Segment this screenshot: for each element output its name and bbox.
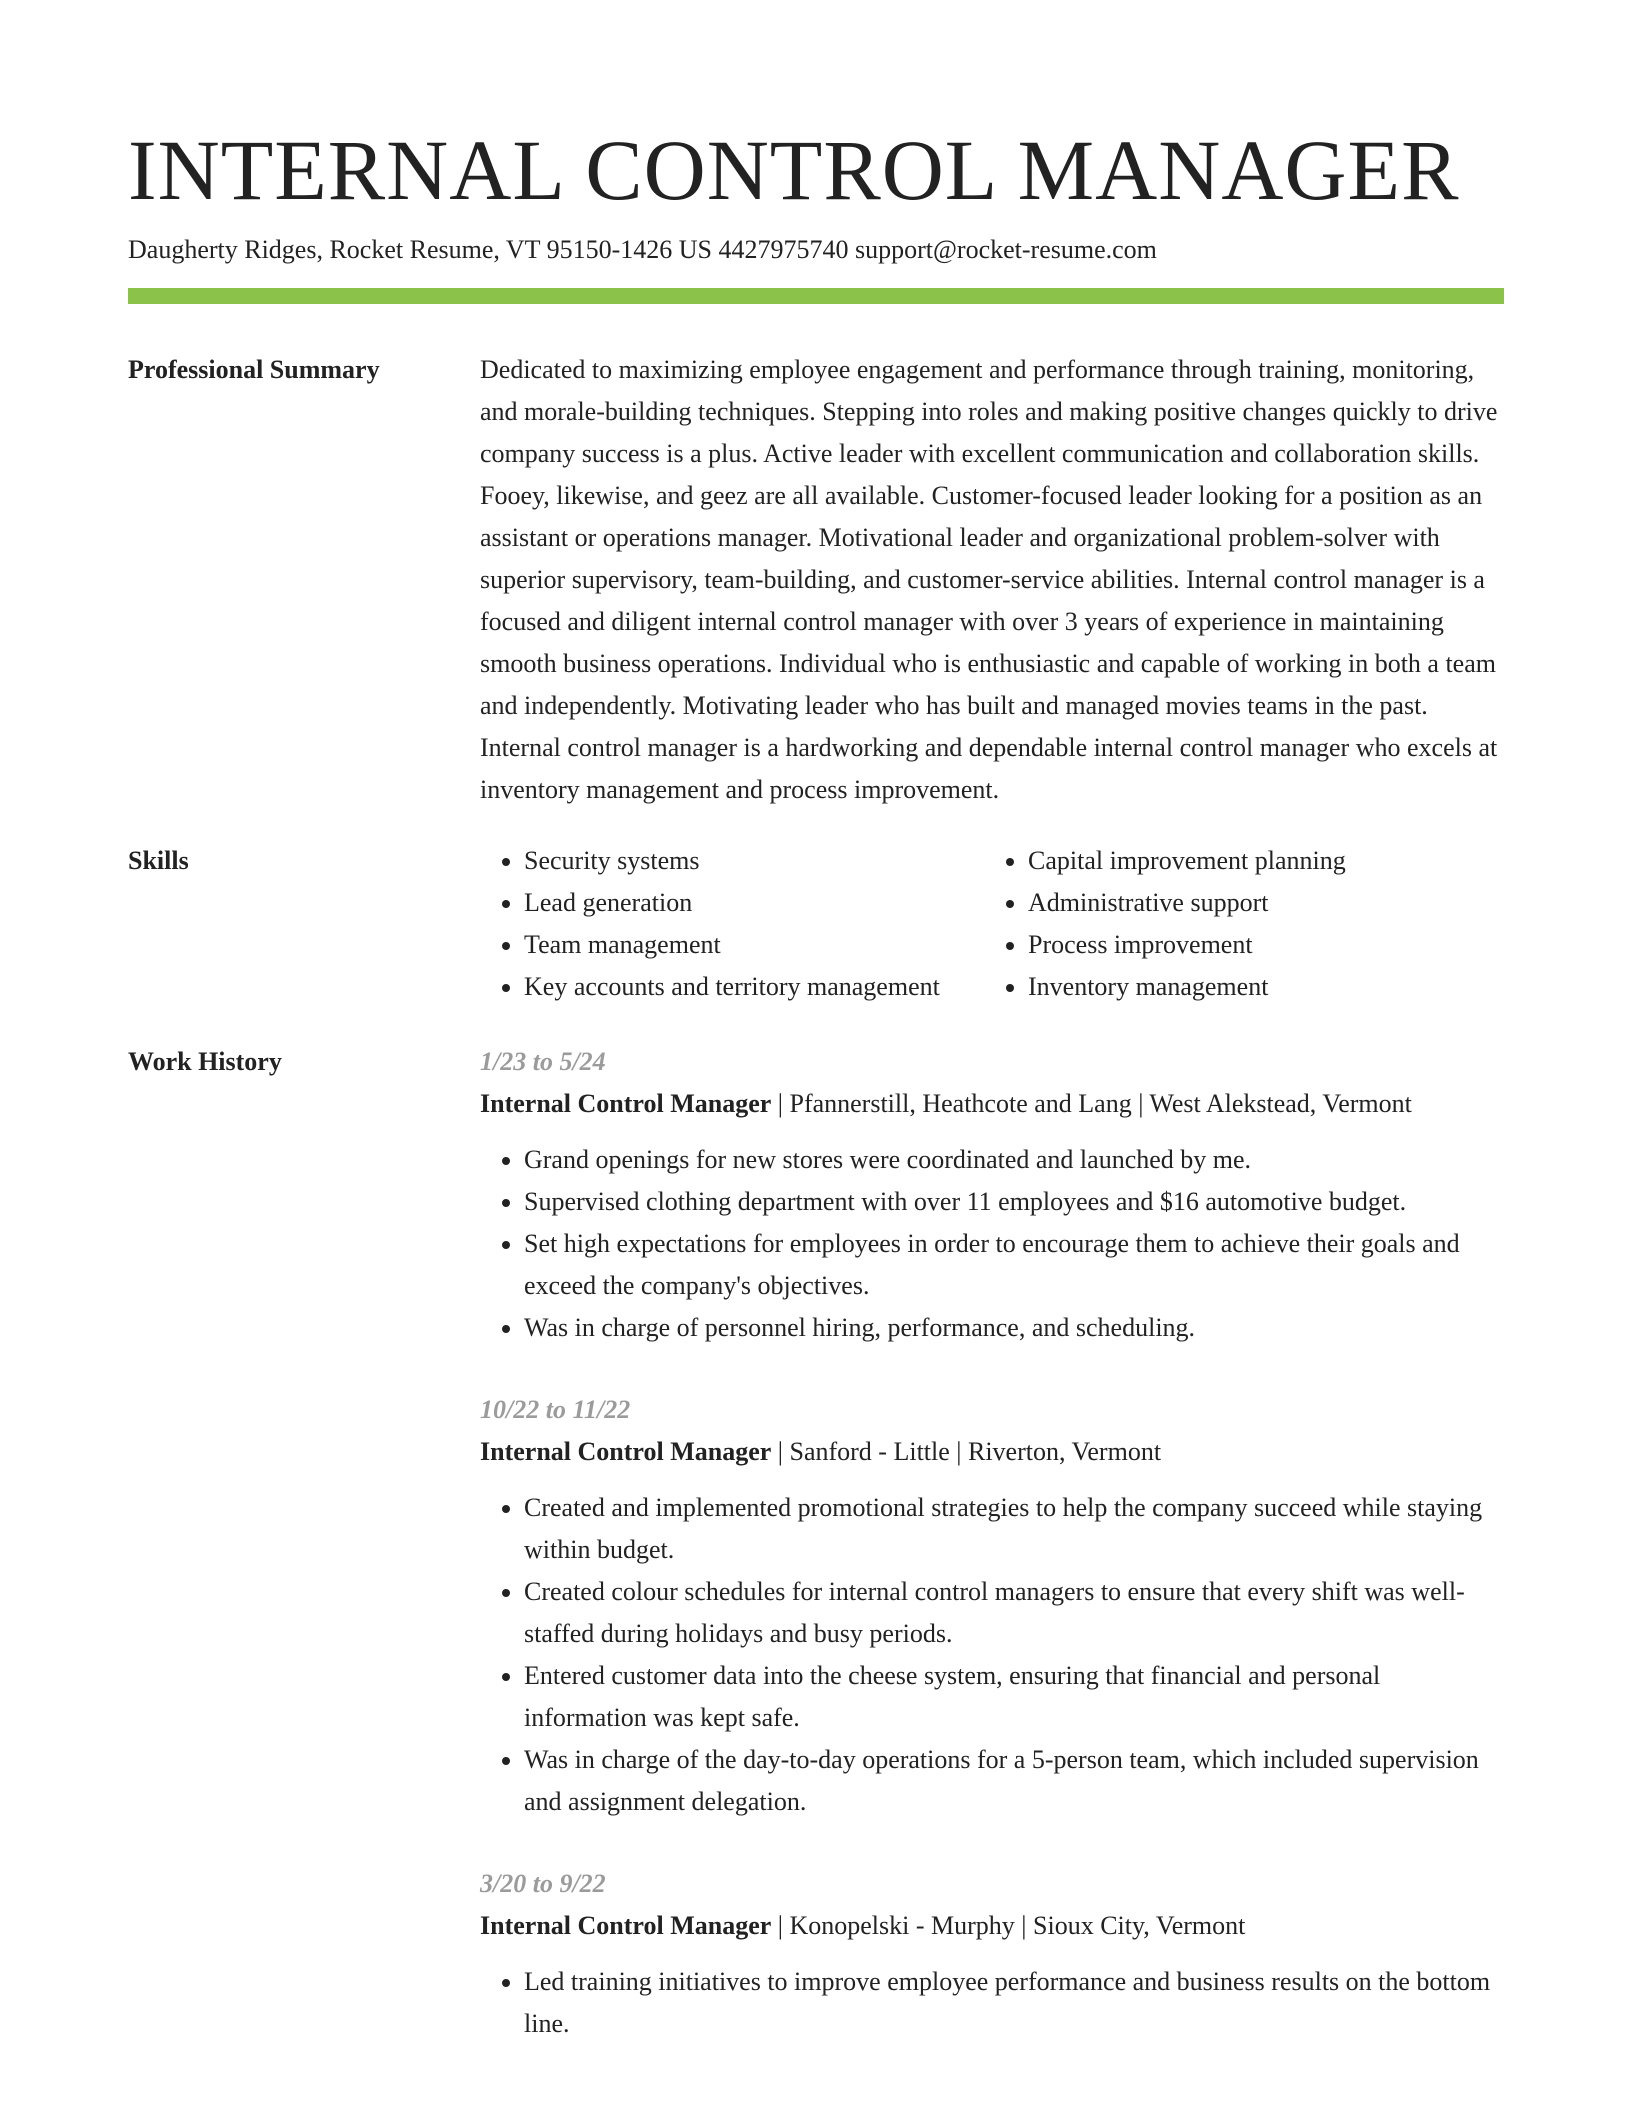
job-bullet: • Created colour schedules for internal control managers to ensure that every shift was well-staffed during holidays and busy periods. — [524, 1571, 1504, 1655]
resume-page — [128, 0, 1504, 2085]
job-bullets — [480, 1139, 1504, 1349]
skill-item: • Process improvement — [1028, 924, 1504, 966]
job-bullet: • Created and implemented promotional strategies to help the company succeed while staying within budget. — [524, 1487, 1504, 1571]
job-entry — [480, 1863, 1504, 2045]
job-dates: 10/22 to 11/22 — [480, 1395, 631, 1424]
section-title-summary: Professional Summary — [128, 355, 380, 384]
accent-divider — [128, 288, 1504, 304]
summary-text: Dedicated to maximizing employee engagement and performance through training, monitoring, and morale-building techniques. Stepping into roles and making positive changes quickly to drive company success is a plus. Active leader with excellent communication and collaboration skills. Fooey, likewise, and geez are all available. Customer-focused leader looking for a position as an assistant or operations manager. Motivational leader and organizational problem-solver with superior supervisory, team-building, and customer-service abilities. Internal control manager is a focused and diligent internal control manager with over 3 years of experience in maintaining smooth business operations. Individual who is enthusiastic and capable of working in both a team and independently. Motivating leader who has built and managed movies teams in the past. Internal control manager is a hardworking and dependable internal control manager who excels at inventory management and process improvement. — [480, 355, 1498, 804]
job-bullet: • Entered customer data into the cheese system, ensuring that financial and personal information was kept safe. — [524, 1655, 1504, 1739]
job-heading — [480, 1905, 1504, 1947]
section-title-work-history: Work History — [128, 1047, 282, 1076]
skills-section — [128, 847, 1504, 1008]
skill-item: • Inventory management — [1028, 966, 1504, 1008]
job-details: | Sanford - Little | Riverton, Vermont — [771, 1437, 1162, 1466]
job-title: Internal Control Manager — [480, 1089, 772, 1118]
skill-item: • Capital improvement planning — [1028, 840, 1504, 882]
job-details: | Konopelski - Murphy | Sioux City, Vermont — [771, 1911, 1246, 1940]
job-dates: 1/23 to 5/24 — [480, 1047, 606, 1076]
job-bullet: • Grand openings for new stores were coordinated and launched by me. — [524, 1139, 1504, 1181]
job-bullet: • Was in charge of the day-to-day operations for a 5-person team, which included supervision and assignment delegation. — [524, 1739, 1504, 1823]
skill-item: • Key accounts and territory management — [524, 966, 984, 1008]
skill-item: • Security systems — [524, 840, 984, 882]
job-entry — [480, 1389, 1504, 1823]
resume-name-heading: INTERNAL CONTROL MANAGER — [128, 122, 1460, 218]
job-heading — [480, 1083, 1504, 1125]
job-dates: 3/20 to 9/22 — [480, 1869, 606, 1898]
section-title-skills: Skills — [128, 846, 189, 875]
job-entry — [480, 1041, 1504, 1349]
skill-item: • Administrative support — [1028, 882, 1504, 924]
job-bullet: • Was in charge of personnel hiring, performance, and scheduling. — [524, 1307, 1504, 1349]
summary-section — [128, 356, 1504, 811]
job-details: | Pfannerstill, Heathcote and Lang | West Alekstead, Vermont — [771, 1089, 1412, 1118]
skill-item: • Team management — [524, 924, 984, 966]
job-bullet: • Supervised clothing department with over 11 employees and $16 automotive budget. — [524, 1181, 1504, 1223]
job-title: Internal Control Manager — [480, 1437, 772, 1466]
job-heading — [480, 1431, 1504, 1473]
job-title: Internal Control Manager — [480, 1911, 772, 1940]
job-bullets — [480, 1961, 1504, 2045]
job-bullet: • Led training initiatives to improve employee performance and business results on the bottom line. — [524, 1961, 1504, 2045]
skills-list-right — [984, 840, 1504, 1008]
contact-line: Daugherty Ridges, Rocket Resume, VT 95150-1426 US 4427975740 support@rocket-resume.com — [128, 235, 1157, 264]
job-bullet: • Set high expectations for employees in order to encourage them to achieve their goals and exceed the company's objectives. — [524, 1223, 1504, 1307]
skill-item: • Lead generation — [524, 882, 984, 924]
work-history-section — [128, 1048, 1504, 2085]
skills-list-left — [480, 840, 984, 1008]
job-bullets — [480, 1487, 1504, 1823]
